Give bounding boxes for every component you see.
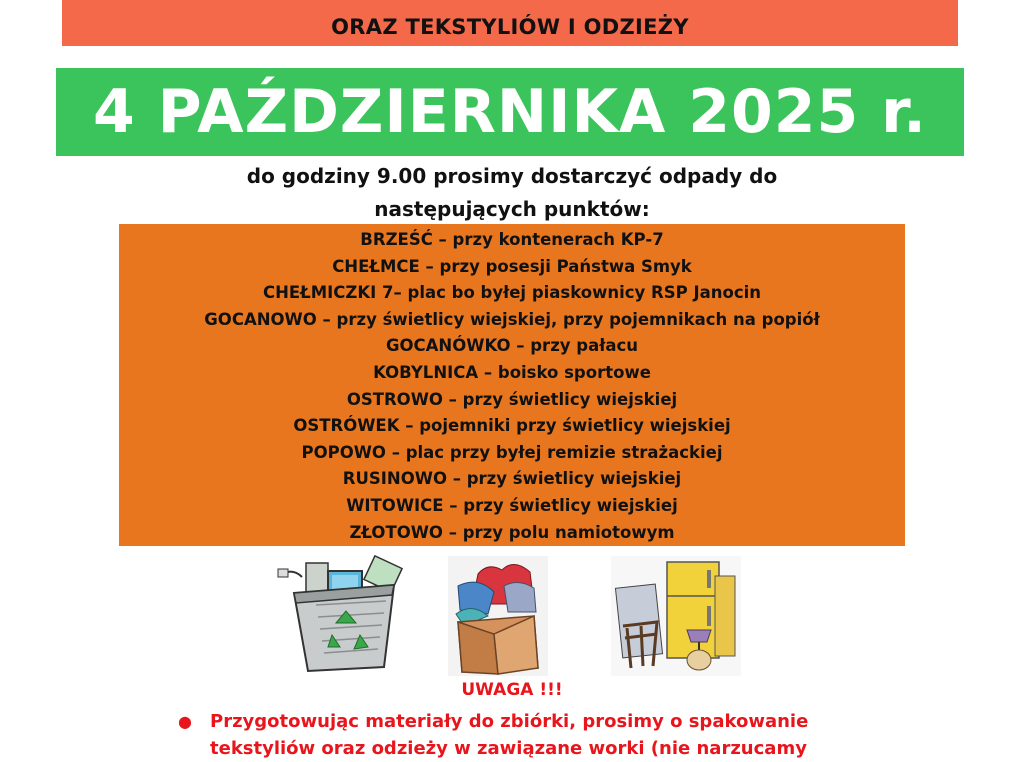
warning-bullet-line-2: tekstyliów oraz odzieży w zawiązane worki (nie narzucamy: [210, 738, 807, 759]
collection-points-box: [119, 224, 905, 546]
subtitle-text: ORAZ TEKSTYLIÓW I ODZIEŻY: [331, 15, 689, 39]
collection-point: WITOWICE – przy świetlicy wiejskiej: [346, 495, 678, 515]
intro-line-1: do godziny 9.00 prosimy dostarczyć odpady do: [246, 164, 778, 188]
intro-text: [0, 160, 1024, 226]
warning-bullet-line-1: Przygotowując materiały do zbiórki, prosimy o spakowanie: [210, 711, 809, 732]
warning-list: [178, 708, 938, 762]
textiles-box-icon: [448, 556, 548, 676]
collection-date: 4 PAŹDZIERNIKA 2025 r.: [93, 77, 927, 147]
collection-point: ZŁOTOWO – przy polu namiotowym: [349, 522, 675, 542]
electronics-recycling-bin-icon: [276, 555, 406, 675]
collection-point: OSTROWO – przy świetlicy wiejskiej: [346, 389, 678, 409]
warning-bullet-text: [210, 708, 808, 762]
bullet-dot-icon: ●: [178, 712, 192, 731]
collection-point: POPOWO – plac przy byłej remizie strażackiej: [301, 442, 723, 462]
collection-point: BRZEŚĆ – przy kontenerach KP-7: [360, 230, 664, 249]
collection-point: GOCANÓWKO – przy pałacu: [385, 336, 639, 356]
subtitle-banner: [62, 0, 958, 46]
collection-point: CHEŁMICZKI 7– plac bo byłej piaskownicy RSP Janocin: [262, 283, 762, 303]
collection-point: CHEŁMCE – przy posesji Państwa Smyk: [332, 256, 692, 276]
warning-bullet: [178, 708, 938, 762]
collection-point: KOBYLNICA – boisko sportowe: [373, 362, 651, 382]
warning-title: UWAGA !!!: [461, 680, 563, 700]
collection-point: RUSINOWO – przy świetlicy wiejskiej: [342, 469, 682, 489]
bulky-furniture-icon: [611, 556, 741, 676]
collection-point: OSTRÓWEK – pojemniki przy świetlicy wiejskiej: [293, 416, 731, 436]
intro-line-2: następujących punktów:: [374, 197, 650, 221]
date-banner: [56, 68, 964, 156]
collection-point: GOCANOWO – przy świetlicy wiejskiej, przy pojemnikach na popiół: [204, 309, 820, 329]
